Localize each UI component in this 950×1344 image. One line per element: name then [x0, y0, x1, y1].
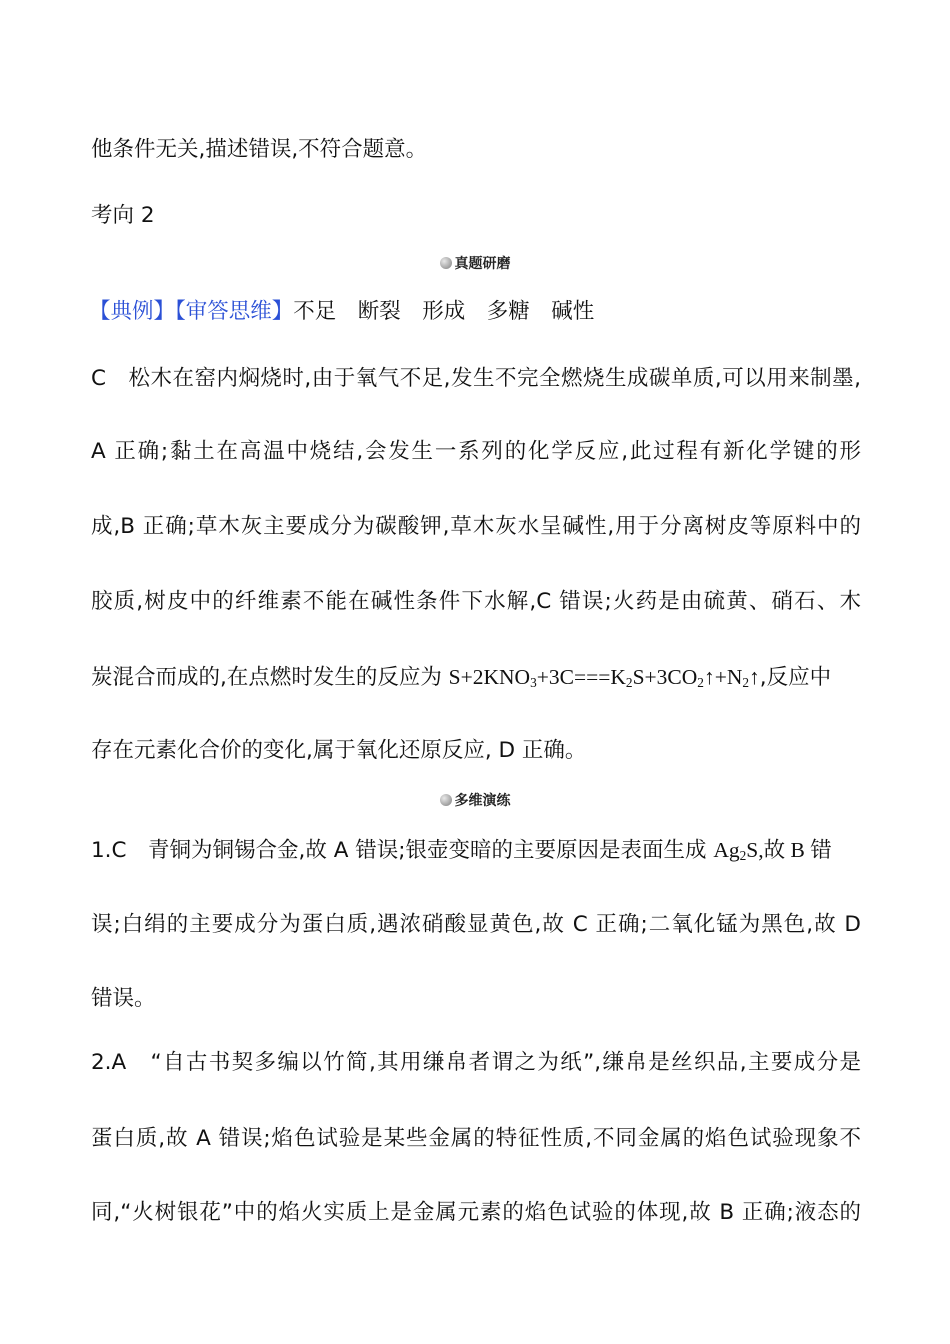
sphere-bullet-icon [440, 794, 452, 806]
keywords: 不足 断裂 形成 多糖 碱性 [293, 299, 595, 324]
eq-part: ↑ [749, 665, 760, 689]
sphere-bullet-icon [440, 257, 452, 269]
example-line [89, 297, 859, 327]
section-heading-zhenti [0, 254, 950, 274]
text-line-6: 成,B 正确;草木灰主要成分为碳酸钾,草木灰水呈碱性,用于分离树皮等原料中的 [91, 514, 861, 539]
line-10-tail: S,故 B 错 [746, 838, 832, 862]
section-heading-text: 真题研磨 [454, 256, 511, 272]
text-line-15: 同,“火树银花”中的焰火实质上是金属元素的焰色试验的体现,故 B 正确;液态的 [91, 1200, 861, 1225]
eq-part: S+3CO [632, 665, 698, 689]
text-line-14: 蛋白质,故 A 错误;焰色试验是某些金属的特征性质,不同金属的焰色试验现象不 [91, 1126, 861, 1151]
text-line-5: A 正确;黏土在高温中烧结,会发生一系列的化学反应,此过程有新化学键的形 [91, 439, 861, 464]
equation-outro: ,反应中 [759, 665, 832, 690]
formula-sub: 2 [739, 848, 747, 863]
chemical-equation [449, 665, 760, 689]
section-heading-text: 多维演练 [454, 793, 511, 809]
eq-sub: 2 [625, 675, 633, 690]
text-line-9: 存在元素化合价的变化,属于氧化还原反应, D 正确。 [91, 738, 587, 763]
equation-intro: 炭混合而成的,在点燃时发生的反应为 [91, 665, 449, 690]
example-tag: 【典例】 [89, 299, 176, 324]
text-line-1: 他条件无关,描述错误,不符合题意。 [91, 137, 428, 162]
section-heading-duowei [0, 791, 950, 811]
eq-sub: 3 [530, 675, 537, 690]
text-line-8-equation [91, 662, 861, 693]
eq-part: +3C===K [536, 665, 626, 689]
eq-part: S+2KNO [448, 665, 531, 689]
formula-ag: Ag [713, 838, 740, 862]
text-line-12: 错误。 [91, 986, 156, 1011]
text-line-10 [91, 835, 861, 866]
thinking-tag: 【审答思维】 [175, 299, 294, 324]
text-line-11: 误;白绢的主要成分为蛋白质,遇浓硝酸显黄色,故 C 正确;二氧化锰为黑色,故 D [91, 912, 861, 937]
line-10-text: 1.C 青铜为铜锡合金,故 A 错误;银壶变暗的主要原因是表面生成 [91, 838, 714, 863]
section-label-kaoxiang: 考向 2 [91, 203, 155, 228]
text-line-7: 胶质,树皮中的纤维素不能在碱性条件下水解,C 错误;火药是由硫黄、硝石、木 [91, 589, 861, 614]
eq-part: ↑+N [703, 665, 743, 689]
text-line-4: C 松木在窑内焖烧时,由于氧气不足,发生不完全燃烧生成碳单质,可以用来制墨, [91, 366, 861, 391]
text-line-13: 2.A “自古书契多编以竹简,其用缣帛者谓之为纸”,缣帛是丝织品,主要成分是 [91, 1050, 861, 1075]
eq-sub: 2 [742, 675, 750, 690]
eq-sub: 2 [697, 675, 704, 690]
